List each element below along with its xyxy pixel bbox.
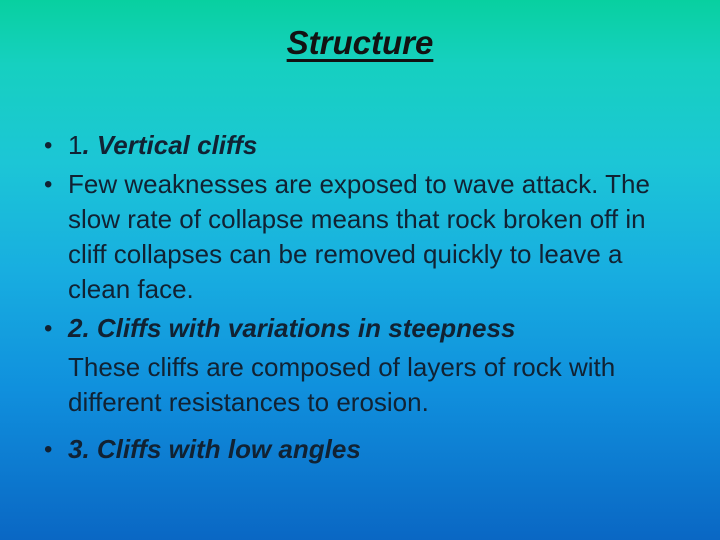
bullet-marker: •	[44, 132, 53, 159]
bullet-number: 1	[68, 130, 83, 160]
bullet-text: These cliffs are composed of layers of rock with different resistances to erosion.	[68, 352, 616, 417]
bullet-text	[68, 128, 658, 163]
bullet-heading: 3. Cliffs with low angles	[68, 434, 361, 464]
list-item-continuation	[44, 350, 680, 420]
bullet-marker: •	[44, 171, 53, 198]
list-item	[44, 167, 680, 307]
bullet-heading: 2. Cliffs with variations in steepness	[68, 313, 516, 343]
slide-title: Structure	[286, 24, 434, 61]
bullet-heading: . Vertical cliffs	[82, 130, 258, 160]
list-item	[44, 128, 680, 163]
slide-body	[44, 128, 680, 467]
bullet-text: Few weaknesses are exposed to wave attack. The slow rate of collapse means that rock broken off in cliff collapses can be removed quickly to leave a clean face.	[68, 169, 650, 304]
bullet-marker: •	[44, 315, 53, 342]
list-item	[44, 311, 680, 346]
bullet-marker-empty	[44, 350, 68, 420]
title-area	[0, 0, 720, 62]
list-item	[44, 432, 680, 467]
bullet-marker: •	[44, 436, 53, 463]
